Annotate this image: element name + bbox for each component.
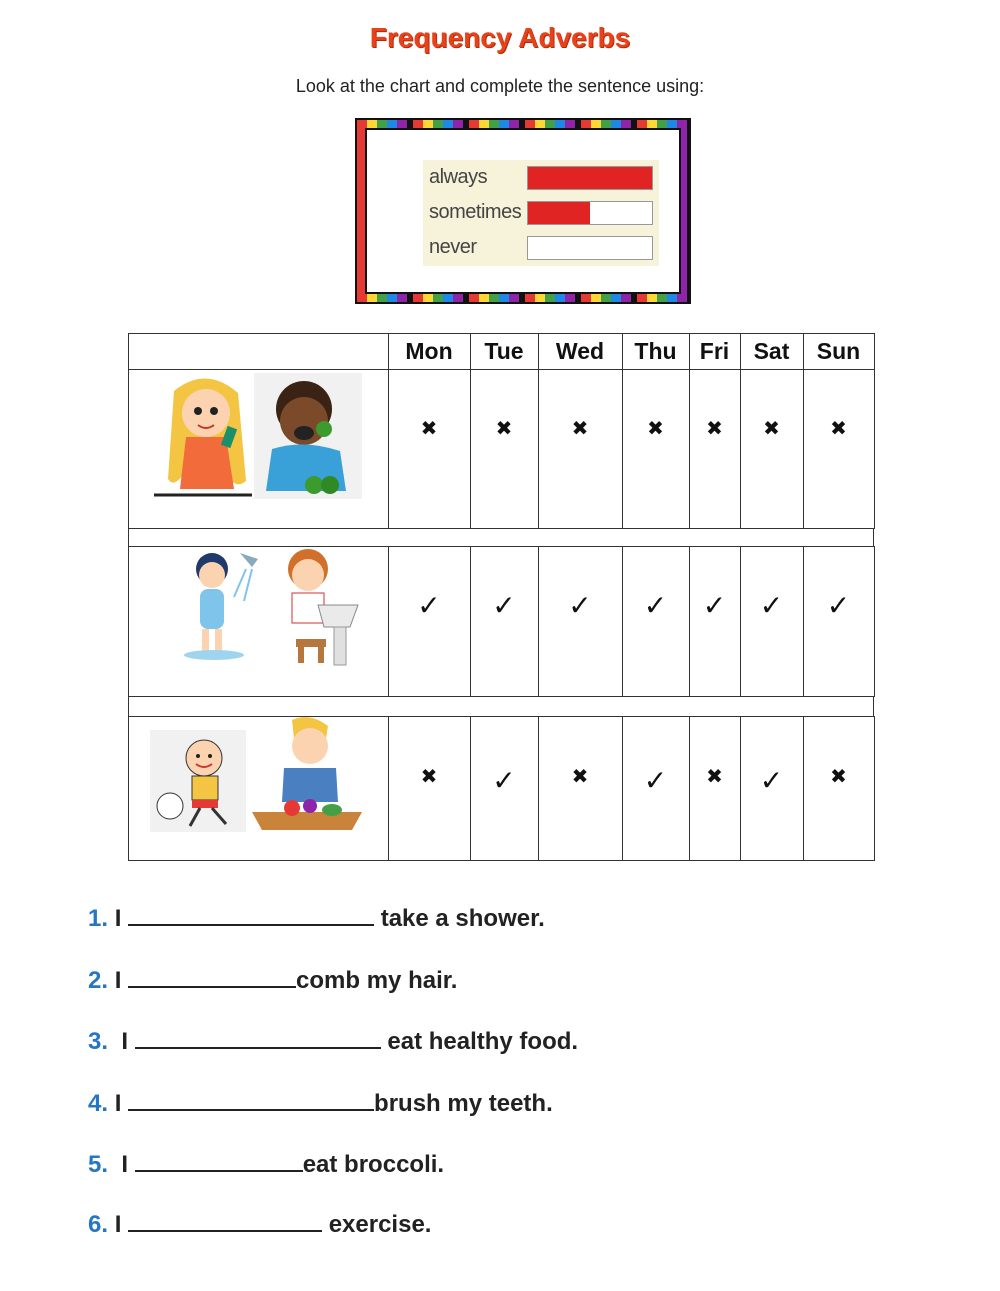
question-number: 2. bbox=[88, 967, 109, 994]
instruction-text: Look at the chart and complete the sentence using: bbox=[295, 76, 705, 96]
legend-row-always bbox=[429, 164, 655, 190]
question-4 bbox=[88, 1087, 553, 1118]
question-subject: I bbox=[121, 1151, 129, 1178]
table-cell bbox=[388, 369, 471, 529]
header-cell bbox=[128, 333, 389, 370]
question-subject: I bbox=[114, 1090, 122, 1117]
table-cell bbox=[470, 369, 539, 529]
cross-mark-icon: ✖ bbox=[495, 416, 513, 440]
check-mark-icon: ✓ bbox=[702, 589, 727, 622]
check-mark-icon: ✓ bbox=[568, 589, 592, 622]
cross-mark-icon: ✖ bbox=[830, 764, 847, 788]
question-6 bbox=[88, 1208, 431, 1239]
day-header-sat: Sat bbox=[753, 338, 790, 364]
boy-playing-football-picture bbox=[150, 730, 246, 832]
question-1 bbox=[88, 902, 545, 933]
day-header-mon: Mon bbox=[405, 338, 453, 364]
legend-row-never bbox=[429, 234, 655, 260]
question-2 bbox=[88, 964, 457, 995]
check-mark-icon: ✓ bbox=[826, 589, 851, 622]
table-cell bbox=[689, 369, 741, 529]
cross-mark-icon: ✖ bbox=[706, 764, 723, 788]
check-mark-icon: ✓ bbox=[759, 589, 784, 622]
day-header-wed: Wed bbox=[555, 338, 605, 364]
answer-blank[interactable] bbox=[128, 902, 374, 926]
answer-blank[interactable] bbox=[135, 1025, 381, 1049]
answer-blank[interactable] bbox=[135, 1148, 303, 1172]
legend-bar bbox=[527, 201, 653, 225]
day-header-tue: Tue bbox=[484, 338, 524, 364]
check-mark-icon: ✓ bbox=[417, 589, 441, 622]
check-mark-icon: ✓ bbox=[492, 764, 516, 797]
cross-mark-icon: ✖ bbox=[571, 764, 589, 788]
legend-label: always bbox=[429, 166, 488, 188]
table-cell bbox=[538, 369, 623, 529]
legend-bar bbox=[527, 236, 653, 260]
question-3 bbox=[88, 1025, 578, 1056]
check-mark-icon: ✓ bbox=[492, 589, 516, 622]
legend-chart bbox=[423, 160, 659, 266]
cross-mark-icon: ✖ bbox=[763, 416, 780, 440]
row-separator bbox=[128, 528, 874, 547]
table-cell bbox=[538, 716, 623, 861]
answer-blank[interactable] bbox=[128, 1208, 322, 1232]
table-cell bbox=[689, 716, 741, 861]
boy-eating-broccoli-picture bbox=[254, 373, 362, 499]
legend-bar bbox=[527, 166, 653, 190]
cross-mark-icon: ✖ bbox=[420, 416, 438, 440]
question-text: eat broccoli. bbox=[302, 1151, 445, 1178]
question-text: take a shower. bbox=[380, 905, 545, 932]
check-mark-icon: ✓ bbox=[759, 764, 784, 797]
cross-mark-icon: ✖ bbox=[647, 416, 664, 440]
day-header-fri: Fri bbox=[699, 338, 730, 364]
girl-shower-picture bbox=[182, 549, 262, 661]
table-cell bbox=[740, 369, 804, 529]
legend-label: sometimes bbox=[429, 201, 522, 223]
day-header-thu: Thu bbox=[634, 338, 677, 364]
legend-fill bbox=[528, 202, 590, 224]
question-subject: I bbox=[114, 967, 122, 994]
question-subject: I bbox=[114, 905, 122, 932]
check-mark-icon: ✓ bbox=[643, 589, 668, 622]
cross-mark-icon: ✖ bbox=[830, 416, 847, 440]
boy-healthy-food-picture bbox=[248, 716, 366, 832]
question-text: brush my teeth. bbox=[374, 1090, 553, 1117]
cross-mark-icon: ✖ bbox=[420, 764, 438, 788]
check-mark-icon: ✓ bbox=[643, 764, 668, 797]
legend-label: never bbox=[429, 236, 477, 258]
cross-mark-icon: ✖ bbox=[571, 416, 589, 440]
day-header-sun: Sun bbox=[816, 338, 861, 364]
cross-mark-icon: ✖ bbox=[706, 416, 723, 440]
legend-panel bbox=[365, 128, 681, 294]
table-cell bbox=[388, 716, 471, 861]
question-text: comb my hair. bbox=[296, 967, 458, 994]
row-separator bbox=[128, 696, 874, 717]
table-cell bbox=[803, 369, 875, 529]
frequency-table bbox=[128, 333, 874, 860]
table-cell bbox=[803, 716, 875, 861]
question-subject: I bbox=[114, 1211, 122, 1238]
page-title: Frequency Adverbs bbox=[369, 22, 631, 53]
table-cell bbox=[622, 369, 690, 529]
question-subject: I bbox=[121, 1028, 129, 1055]
answer-blank[interactable] bbox=[128, 1087, 374, 1111]
legend-row-sometimes bbox=[429, 199, 655, 225]
legend-frame bbox=[355, 118, 691, 304]
legend-fill bbox=[528, 167, 652, 189]
question-number: 3. bbox=[88, 1028, 109, 1055]
boy-brushing-teeth-picture bbox=[278, 543, 360, 667]
question-number: 5. bbox=[88, 1151, 109, 1178]
question-number: 4. bbox=[88, 1090, 109, 1117]
question-text: exercise. bbox=[328, 1211, 432, 1238]
question-number: 6. bbox=[88, 1211, 109, 1238]
answer-blank[interactable] bbox=[128, 964, 296, 988]
question-5 bbox=[88, 1148, 444, 1179]
question-number: 1. bbox=[88, 905, 109, 932]
girl-combing-hair-picture bbox=[154, 371, 258, 499]
question-text: eat healthy food. bbox=[387, 1028, 579, 1055]
